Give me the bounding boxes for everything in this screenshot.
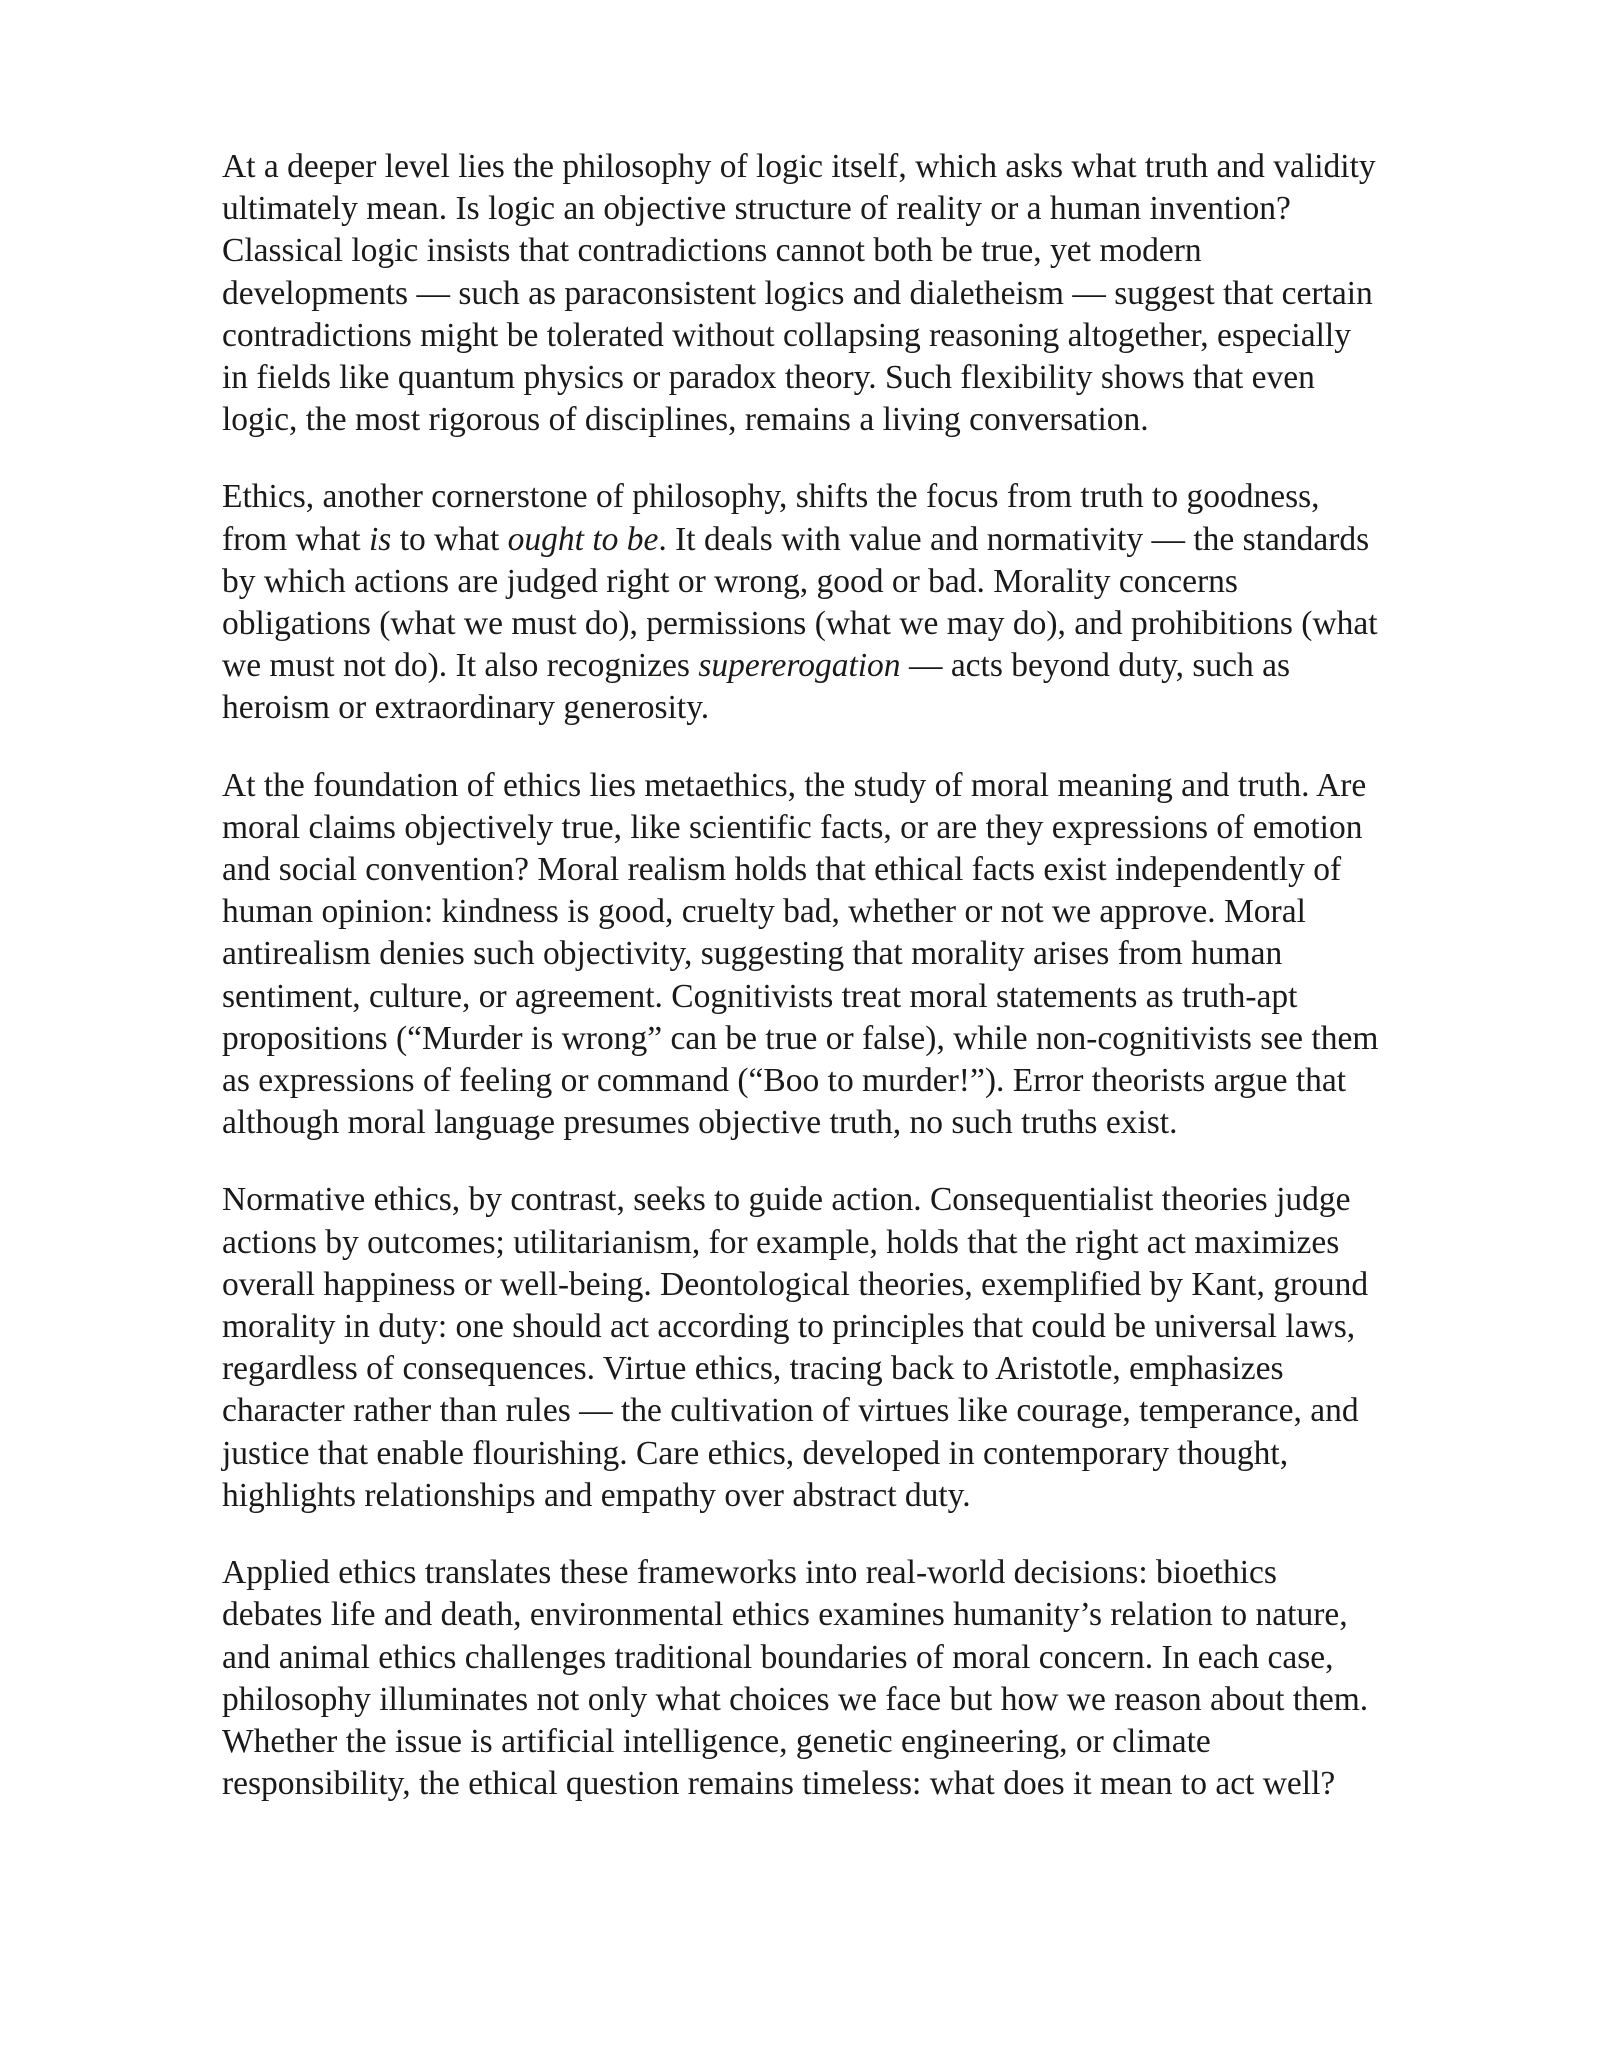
text-segment: obligations (what we must do), permissions (what we may do), and prohibitions (what: [222, 605, 1378, 643]
text-line: [222, 188, 1498, 230]
text-segment: we must not do). It also recognizes: [222, 647, 699, 685]
text-segment: ultimately mean. Is logic an objective structure of reality or a human invention?: [222, 190, 1291, 228]
text-line: [222, 315, 1498, 357]
text-line: [222, 933, 1498, 975]
text-segment: sentiment, culture, or agreement. Cognitivists treat moral statements as truth-apt: [222, 977, 1298, 1015]
text-segment: Classical logic insists that contradictions cannot both be true, yet modern: [222, 232, 1202, 270]
text-segment: regardless of consequences. Virtue ethics, tracing back to Aristotle, emphasizes: [222, 1350, 1284, 1388]
text-line: [222, 687, 1498, 729]
text-line: [222, 1102, 1498, 1144]
text-line: [222, 1390, 1498, 1432]
text-line: [222, 230, 1498, 272]
text-line: [222, 603, 1498, 645]
text-segment: character rather than rules — the cultivation of virtues like courage, temperance, and: [222, 1392, 1359, 1430]
text-line: [222, 1179, 1498, 1221]
text-line: [222, 1222, 1498, 1264]
text-segment: morality in duty: one should act according to principles that could be universal laws,: [222, 1308, 1356, 1346]
text-segment: moral claims objectively true, like scientific facts, or are they expressions of emotion: [222, 808, 1363, 846]
text-line: [222, 807, 1498, 849]
text-segment: — acts beyond duty, such as: [900, 647, 1291, 685]
text-line: [222, 476, 1498, 518]
text-segment: and animal ethics challenges traditional boundaries of moral concern. In each case,: [222, 1638, 1334, 1676]
text-segment: propositions (“Murder is wrong” can be true or false), while non-cognitivists see them: [222, 1019, 1379, 1057]
paragraph-1: [222, 146, 1498, 441]
text-line: [222, 1552, 1498, 1594]
text-line: [222, 273, 1498, 315]
text-segment: human opinion: kindness is good, cruelty bad, whether or not we approve. Moral: [222, 893, 1306, 931]
text-segment: as expressions of feeling or command (“Boo to murder!”). Error theorists argue that: [222, 1062, 1347, 1100]
text-line: [222, 1594, 1498, 1636]
text-segment: At a deeper level lies the philosophy of logic itself, which asks what truth and validity: [222, 148, 1376, 185]
text-segment: highlights relationships and empathy over abstract duty.: [222, 1476, 971, 1514]
text-line: [222, 849, 1498, 891]
text-segment: Normative ethics, by contrast, seeks to guide action. Consequentialist theories judge: [222, 1181, 1351, 1219]
text-line: [222, 1637, 1498, 1679]
text-segment: justice that enable flourishing. Care ethics, developed in contemporary thought,: [222, 1434, 1289, 1472]
text-segment: from what: [222, 520, 369, 558]
text-segment: . It deals with value and normativity — the standards: [658, 520, 1370, 558]
text-line: [222, 146, 1498, 188]
text-line: [222, 357, 1498, 399]
text-segment: antirealism denies such objectivity, suggesting that morality arises from human: [222, 935, 1283, 973]
text-line: [222, 645, 1498, 687]
text-line: [222, 519, 1498, 561]
text-segment: Applied ethics translates these frameworks into real-world decisions: bioethics: [222, 1554, 1277, 1592]
text-segment: responsibility, the ethical question remains timeless: what does it mean to act well?: [222, 1765, 1336, 1803]
text-segment: developments — such as paraconsistent logics and dialetheism — suggest that certain: [222, 274, 1373, 312]
text-line: [222, 1264, 1498, 1306]
text-segment: At the foundation of ethics lies metaethics, the study of moral meaning and truth. Are: [222, 766, 1367, 804]
text-line: [222, 891, 1498, 933]
italic-term: is: [369, 520, 392, 558]
text-segment: overall happiness or well-being. Deontological theories, exemplified by Kant, ground: [222, 1265, 1369, 1303]
text-line: [222, 765, 1498, 807]
text-segment: Ethics, another cornerstone of philosophy, shifts the focus from truth to goodness,: [222, 478, 1320, 516]
text-line: [222, 1018, 1498, 1060]
text-segment: logic, the most rigorous of disciplines, remains a living conversation.: [222, 401, 1149, 439]
text-segment: to what: [391, 520, 508, 558]
text-segment: although moral language presumes objective truth, no such truths exist.: [222, 1104, 1178, 1142]
text-line: [222, 1348, 1498, 1390]
text-segment: actions by outcomes; utilitarianism, for example, holds that the right act maximizes: [222, 1223, 1340, 1261]
text-line: [222, 1679, 1498, 1721]
text-line: [222, 1721, 1498, 1763]
italic-term: supererogation: [698, 647, 901, 685]
text-line: [222, 1433, 1498, 1475]
text-line: [222, 561, 1498, 603]
text-segment: by which actions are judged right or wrong, good or bad. Morality concerns: [222, 562, 1238, 600]
paragraph-4: [222, 1179, 1498, 1517]
text-line: [222, 399, 1498, 441]
text-segment: debates life and death, environmental ethics examines humanity’s relation to nature,: [222, 1596, 1348, 1634]
text-line: [222, 1060, 1498, 1102]
text-segment: philosophy illuminates not only what choices we face but how we reason about them.: [222, 1680, 1369, 1718]
text-line: [222, 1306, 1498, 1348]
text-segment: in fields like quantum physics or paradox theory. Such flexibility shows that even: [222, 359, 1315, 397]
text-line: [222, 1475, 1498, 1517]
text-segment: and social convention? Moral realism holds that ethical facts exist independently of: [222, 851, 1342, 889]
paragraph-3: [222, 765, 1498, 1145]
document-body: [222, 146, 1498, 1840]
text-line: [222, 976, 1498, 1018]
text-segment: Whether the issue is artificial intelligence, genetic engineering, or climate: [222, 1722, 1211, 1760]
text-line: [222, 1763, 1498, 1805]
text-segment: contradictions might be tolerated without collapsing reasoning altogether, especially: [222, 316, 1351, 354]
italic-term: ought to be: [507, 520, 659, 558]
paragraph-5: [222, 1552, 1498, 1805]
paragraph-2: [222, 476, 1498, 729]
text-segment: heroism or extraordinary generosity.: [222, 689, 710, 727]
